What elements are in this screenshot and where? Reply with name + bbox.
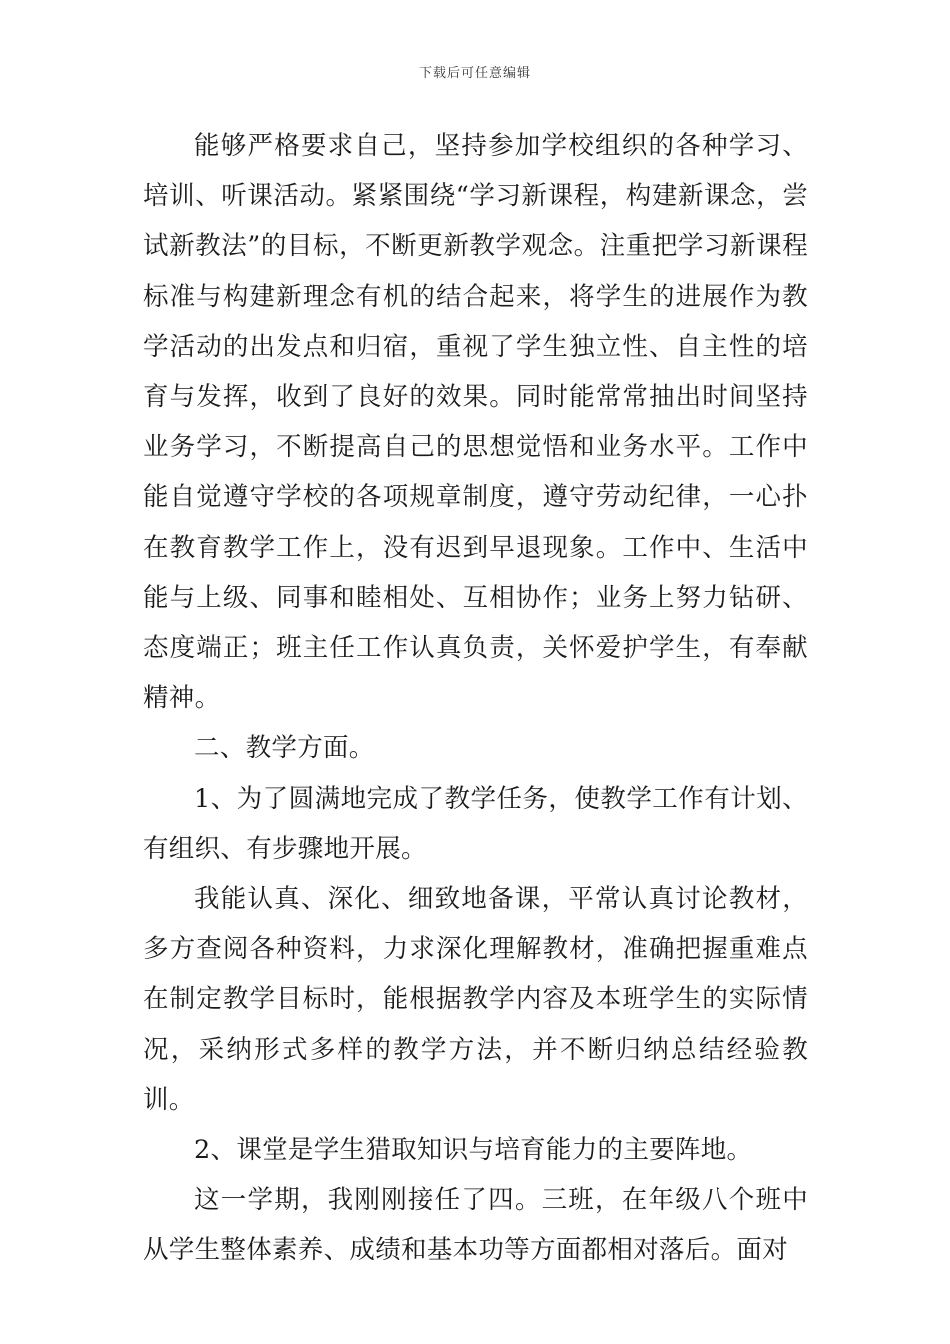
paragraph-item-1: 1、为了圆满地完成了教学任务，使教学工作有计划、有组织、有步骤地开展。 bbox=[143, 783, 808, 864]
document-body bbox=[143, 121, 808, 1276]
paragraph-work-attitude: 能够严格要求自己，坚持参加学校组织的各种学习、培训、听课活动。紧紧围绕“学习新课程，构建新课念，尝试新教法”的目标，不断更新教学观念。注重把学习新课程标准与构建新理念有机的结合起来，将学生的进展作为教学活动的出发点和归宿，重视了学生独立性、自主性的培育与发挥，收到了良好的效果。同时能常常抽出时间坚持业务学习，不断提高自己的思想觉悟和业务水平。工作中能自觉遵守学校的各项规章制度，遵守劳动纪律，一心扑在教育教学工作上，没有迟到早退现象。工作中、生活中能与上级、同事和睦相处、互相协作；业务上努力钻研、态度端正；班主任工作认真负责，关怀爱护学生，有奉献精神。 bbox=[143, 131, 808, 714]
page-header: 下载后可任意编辑 bbox=[418, 66, 531, 81]
paragraph-lesson-prep: 我能认真、深化、细致地备课，平常认真讨论教材，多方查阅各种资料，力求深化理解教材，准确把握重难点在制定教学目标时，能根据教学内容及本班学生的实际情况，采纳形式多样的教学方法，并不断归纳总结经验教训。 bbox=[143, 884, 808, 1115]
section-heading-teaching: 二、教学方面。 bbox=[194, 733, 375, 764]
paragraph-class-situation: 这一学期，我刚刚接任了四。三班，在年级八个班中从学生整体素养、成绩和基本功等方面都相对落后。面对 bbox=[143, 1185, 808, 1266]
paragraph-item-2: 2、课堂是学生猎取知识与培育能力的主要阵地。 bbox=[194, 1135, 753, 1166]
